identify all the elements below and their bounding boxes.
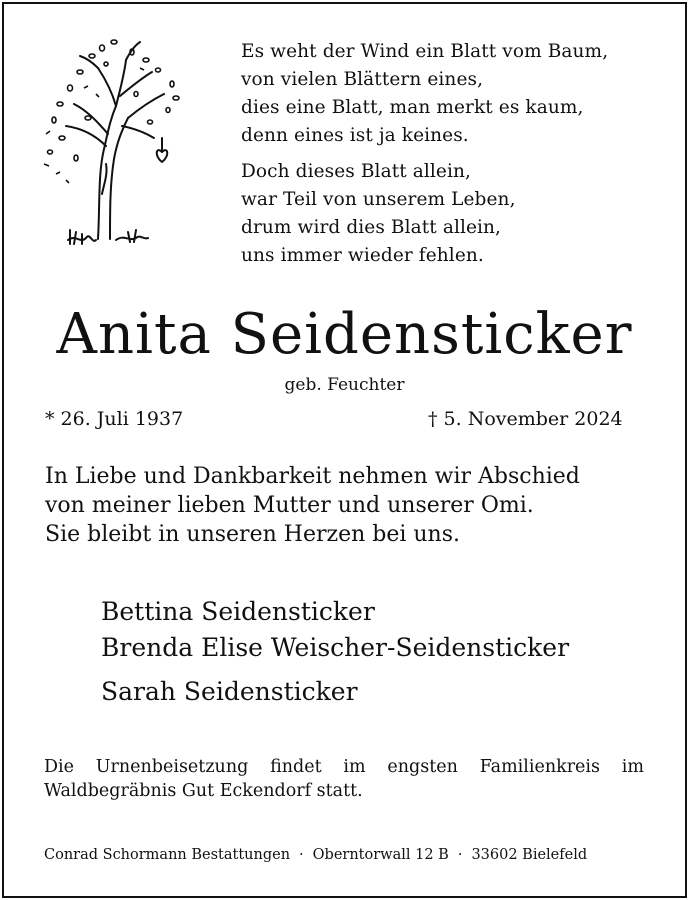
message-line: Sie bleibt in unseren Herzen bei uns. (45, 522, 461, 547)
undertaker-city: 33602 Bielefeld (471, 847, 588, 863)
undertaker-footer (44, 847, 587, 863)
mourner-name: Brenda Elise Weischer-Seidensticker (101, 633, 570, 662)
footer-separator: · (299, 847, 304, 863)
burial-notice: Die Urnenbeisetzung findet im engsten Familienkreis im Waldbegräbnis Gut Eckendorf statt. (44, 757, 644, 801)
poem-line: Es weht der Wind ein Blatt vom Baum, (241, 41, 609, 62)
footer-separator: · (457, 847, 463, 863)
mourner-name: Bettina Seidensticker (101, 597, 375, 626)
farewell-message (45, 462, 580, 549)
undertaker-name: Conrad Schormann Bestattungen (44, 847, 291, 863)
deceased-name: Anita Seidensticker (56, 302, 633, 367)
poem-line: denn eines ist ja keines. (241, 125, 469, 146)
poem-line: war Teil von unserem Leben, (241, 189, 516, 210)
poem-line: uns immer wieder fehlen. (241, 245, 484, 266)
tree-illustration-icon (36, 34, 186, 249)
poem-line: dies eine Blatt, man merkt es kaum, (241, 97, 584, 118)
maiden-name: geb. Feuchter (284, 375, 405, 395)
undertaker-street: Oberntorwall 12 B (312, 847, 449, 863)
mourners-list (101, 594, 569, 710)
message-line: von meiner lieben Mutter und unserer Omi. (45, 493, 534, 518)
poem (241, 38, 608, 278)
poem-line: Doch dieses Blatt allein, (241, 161, 471, 182)
message-line: In Liebe und Dankbarkeit nehmen wir Abschied (45, 464, 580, 489)
mourner-name: Sarah Seidensticker (101, 677, 358, 706)
poem-line: von vielen Blättern eines, (241, 69, 484, 90)
poem-stanza-1 (241, 38, 608, 150)
birth-date: * 26. Juli 1937 (45, 408, 184, 430)
poem-stanza-2 (241, 158, 608, 270)
poem-line: drum wird dies Blatt allein, (241, 217, 502, 238)
death-date: † 5. November 2024 (428, 408, 623, 430)
